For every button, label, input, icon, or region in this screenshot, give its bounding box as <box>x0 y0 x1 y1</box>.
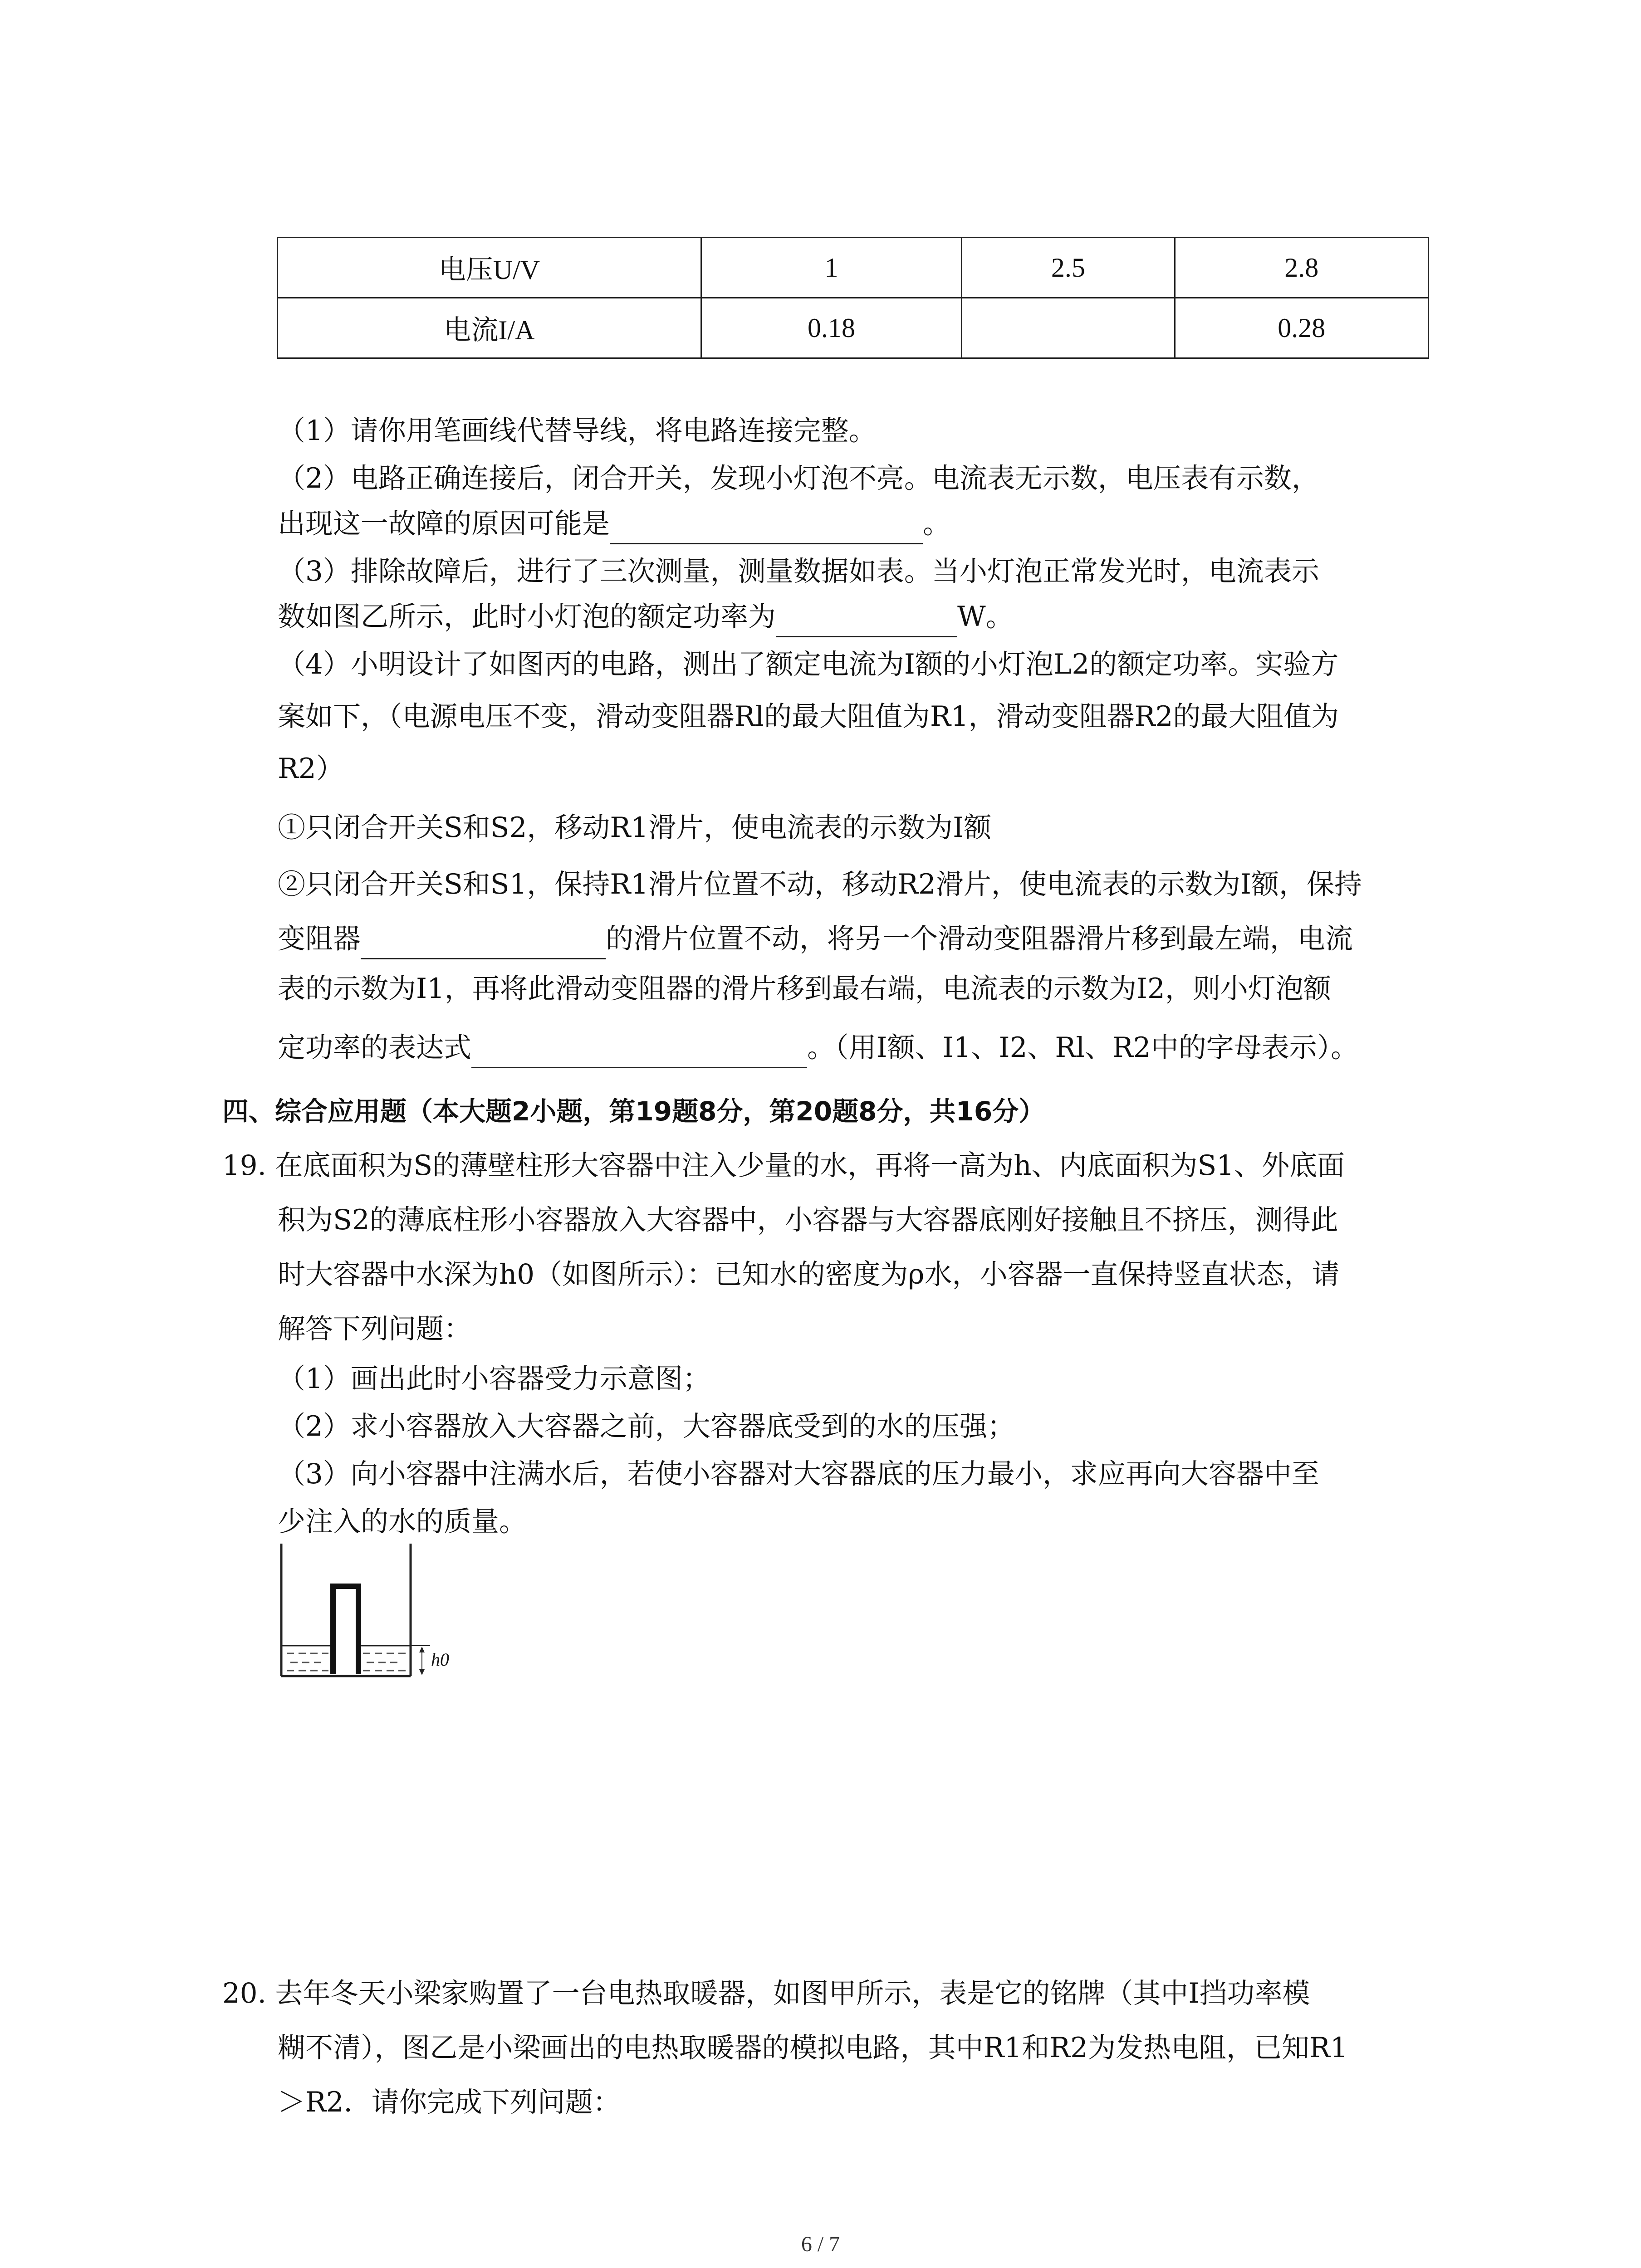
q18-step1: ①只闭合开关S和S2，移动R1滑片，使电流表的示数为I额 <box>278 811 992 844</box>
q18-part3-text: 数如图乙所示，此时小灯泡的额定功率为 <box>278 601 776 633</box>
answer-blank-power[interactable] <box>776 604 957 637</box>
q19-line1: 19. 在底面积为S的薄壁柱形大容器中注入少量的水，再将一高为h、内底面积为S1、外底面 <box>222 1149 1345 1182</box>
q19-sub1: （1）画出此时小容器受力示意图； <box>278 1363 710 1395</box>
q18-step2-line1: ②只闭合开关S和S1，保持R1滑片位置不动，移动R2滑片，使电流表的示数为I额，保持 <box>278 868 1362 900</box>
section-heading: 四、综合应用题（本大题2小题，第19题8分，第20题8分，共16分） <box>222 1096 1045 1127</box>
q18-part2-text: 出现这一故障的原因可能是 <box>278 508 610 540</box>
measurement-table <box>277 237 1429 359</box>
table-cell: 0.18 <box>701 298 961 358</box>
q19-sub3-line1: （3）向小容器中注满水后，若使小容器对大容器底的压力最小，求应再向大容器中至 <box>278 1458 1319 1490</box>
table-cell: 电流I/A <box>278 298 701 358</box>
q19-sub2: （2）求小容器放入大容器之前，大容器底受到的水的压强； <box>278 1410 1015 1442</box>
q18-part3-line2 <box>278 596 1014 637</box>
q18-part4-line1: （4）小明设计了如图丙的电路，测出了额定电流为I额的小灯泡L2的额定功率。实验方 <box>278 648 1339 680</box>
q19-sub3-line2: 少注入的水的质量。 <box>278 1505 527 1538</box>
table-cell: 2.5 <box>962 238 1175 298</box>
q18-part3-line1: （3）排除故障后，进行了三次测量，测量数据如表。当小灯泡正常发光时，电流表示 <box>278 555 1319 587</box>
q19-line4: 解答下列问题： <box>278 1313 472 1345</box>
table-cell: 电压U/V <box>278 238 701 298</box>
table-cell: 1 <box>701 238 961 298</box>
q18-part3-end: W。 <box>957 601 1014 633</box>
table-cell: 0.28 <box>1175 298 1428 358</box>
q18-part4-line2: 案如下，（电源电压不变，滑动变阻器Rl的最大阻值为R1，滑动变阻器R2的最大阻值为 <box>278 700 1339 733</box>
table-row-current <box>278 298 1429 358</box>
h0-label: h0 <box>431 1649 449 1670</box>
q18-part4-line3: R2） <box>278 753 344 785</box>
q18-part2-line1: （2）电路正确连接后，闭合开关，发现小灯泡不亮。电流表无示数，电压表有示数， <box>278 462 1319 494</box>
answer-blank-fault[interactable] <box>610 511 923 544</box>
q18-step2-expr-label: 定功率的表达式 <box>278 1031 472 1064</box>
q18-step2-line3: 表的示数为I1，再将此滑动变阻器的滑片移到最右端，电流表的示数为I2，则小灯泡额 <box>278 973 1331 1005</box>
q20-line3: ＞R2．请你完成下列问题： <box>278 2086 621 2118</box>
q19-line3: 时大容器中水深为h0（如图所示）：已知水的密度为ρ水，小容器一直保持竖直状态，请 <box>278 1258 1340 1290</box>
table-cell: 2.8 <box>1175 238 1428 298</box>
q18-step2-text-cont: 的滑片位置不动，将另一个滑动变阻器滑片移到最左端，电流 <box>606 923 1353 955</box>
q18-part1: （1）请你用笔画线代替导线，将电路连接完整。 <box>278 415 877 447</box>
answer-blank-expression[interactable] <box>471 1035 807 1068</box>
table-cell <box>962 298 1175 358</box>
q19-line2: 积为S2的薄底柱形小容器放入大容器中，小容器与大容器底刚好接触且不挤压，测得此 <box>278 1204 1338 1236</box>
q18-step2-end: 。（用I额、I1、I2、Rl、R2中的字母表示）。 <box>807 1031 1359 1064</box>
table-row-voltage <box>278 238 1429 298</box>
page-number: 6 / 7 <box>801 2232 840 2256</box>
answer-blank-resistor[interactable] <box>361 926 606 959</box>
q18-step2-line4 <box>278 1027 1358 1068</box>
q18-part2-line2 <box>278 503 950 544</box>
q20-line2: 糊不清），图乙是小梁画出的电热取暖器的模拟电路，其中R1和R2为发热电阻，已知R1 <box>278 2032 1348 2064</box>
q18-step2-text: 变阻器 <box>278 923 361 955</box>
q20-line1: 20. 去年冬天小梁家购置了一台电热取暖器，如图甲所示，表是它的铭牌（其中I挡功率模 <box>222 1977 1310 2009</box>
q18-step2-line2 <box>278 919 1353 959</box>
q18-part2-end: 。 <box>923 508 951 540</box>
